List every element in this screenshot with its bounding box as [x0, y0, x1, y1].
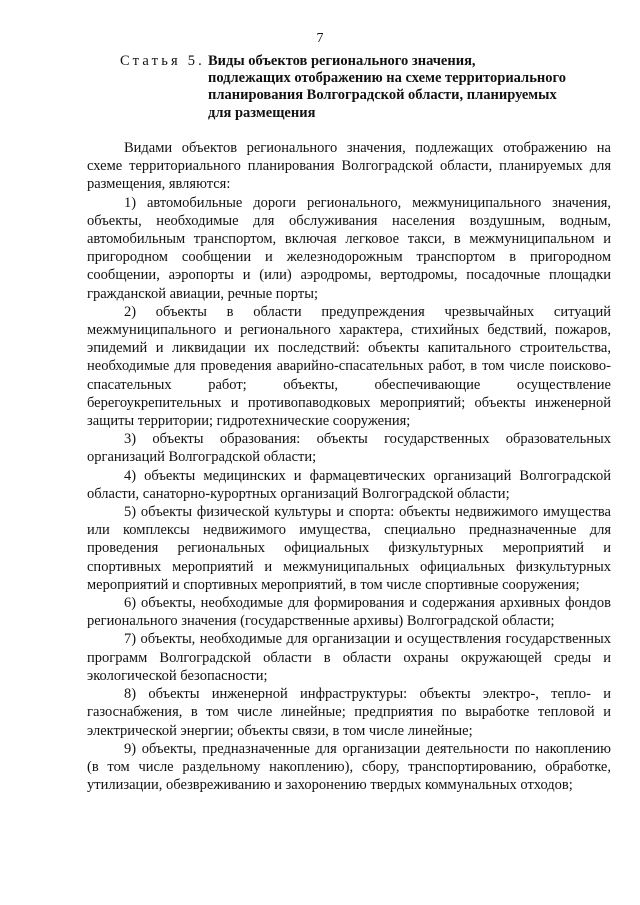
page-number: 7 — [316, 31, 324, 46]
intro-paragraph: Видами объектов регионального значения, подлежащих отображению на схеме территориального планирования Волгоградской области, планируемых для размещения, являются: — [87, 140, 611, 193]
article-title: Виды объектов регионального значения, подлежащих отображению на схеме территориального планирования Волгоградской области, планируемых для размещения — [208, 53, 566, 121]
list-item-4: 4) объекты медицинских и фармацевтических организаций Волгоградской области, санаторно-курортных организаций Волгоградской области; — [87, 467, 611, 502]
list-item-7: 7) объекты, необходимые для организации и осуществления государственных программ Волгоградской области в области охраны окружающей среды и экологической безопасности; — [87, 631, 611, 684]
list-item-2: 2) объекты в области предупреждения чрезвычайных ситуаций межмуниципального и регионального характера, стихийных бедствий, пожаров, эпидемий и ликвидации их последствий: объекты капитального строительства, необходимые для проведения аварийно-спасательных работ, в том числе поисково-спасательных работ; объекты, обеспечивающие осуществление берегоукрепительных и противопаводковых мероприятий; объекты инженерной защиты территории; гидротехнические сооружения; — [87, 303, 611, 430]
list-item-8: 8) объекты инженерной инфраструктуры: объекты электро-, тепло- и газоснабжения, в том числе линейные; предприятия по выработке тепловой и электрической энергии; объекты связи, в том числе линейные; — [87, 686, 611, 739]
list-item-9: 9) объекты, предназначенные для организации деятельности по накоплению (в том числе раздельному накоплению), сбору, транспортированию, обработке, утилизации, обезвреживанию и захоронению твердых коммунальных отходов; — [87, 740, 611, 794]
article-body — [87, 139, 611, 794]
list-item-5: 5) объекты физической культуры и спорта: объекты недвижимого имущества или комплексы недвижимого имущества, специально предназначенные для проведения региональных официальных физкультурных мероприятий и спортивных мероприятий и межмуниципальных официальных физкультурных мероприятий и спортивных мероприятий, в том числе спортивные сооружения; — [87, 504, 611, 593]
list-item-1: 1) автомобильные дороги регионального, межмуниципального значения, объекты, необходимые для обслуживания населения воздушным, водным, автомобильным транспортом, включая легковое такси, в межмуниципальном и пригородном сообщении и железнодорожным транспортом в пригородном сообщении, аэропорты и (или) аэродромы, вертодромы, посадочные площадки гражданской авиации, речные порты; — [87, 194, 611, 302]
list-item-3: 3) объекты образования: объекты государственных образовательных организаций Волгоградской области; — [87, 431, 611, 466]
article-label: Статья 5. — [120, 53, 205, 69]
list-item-6: 6) объекты, необходимые для формирования и содержания архивных фондов регионального значения (государственные архивы) Волгоградской области; — [87, 595, 611, 630]
